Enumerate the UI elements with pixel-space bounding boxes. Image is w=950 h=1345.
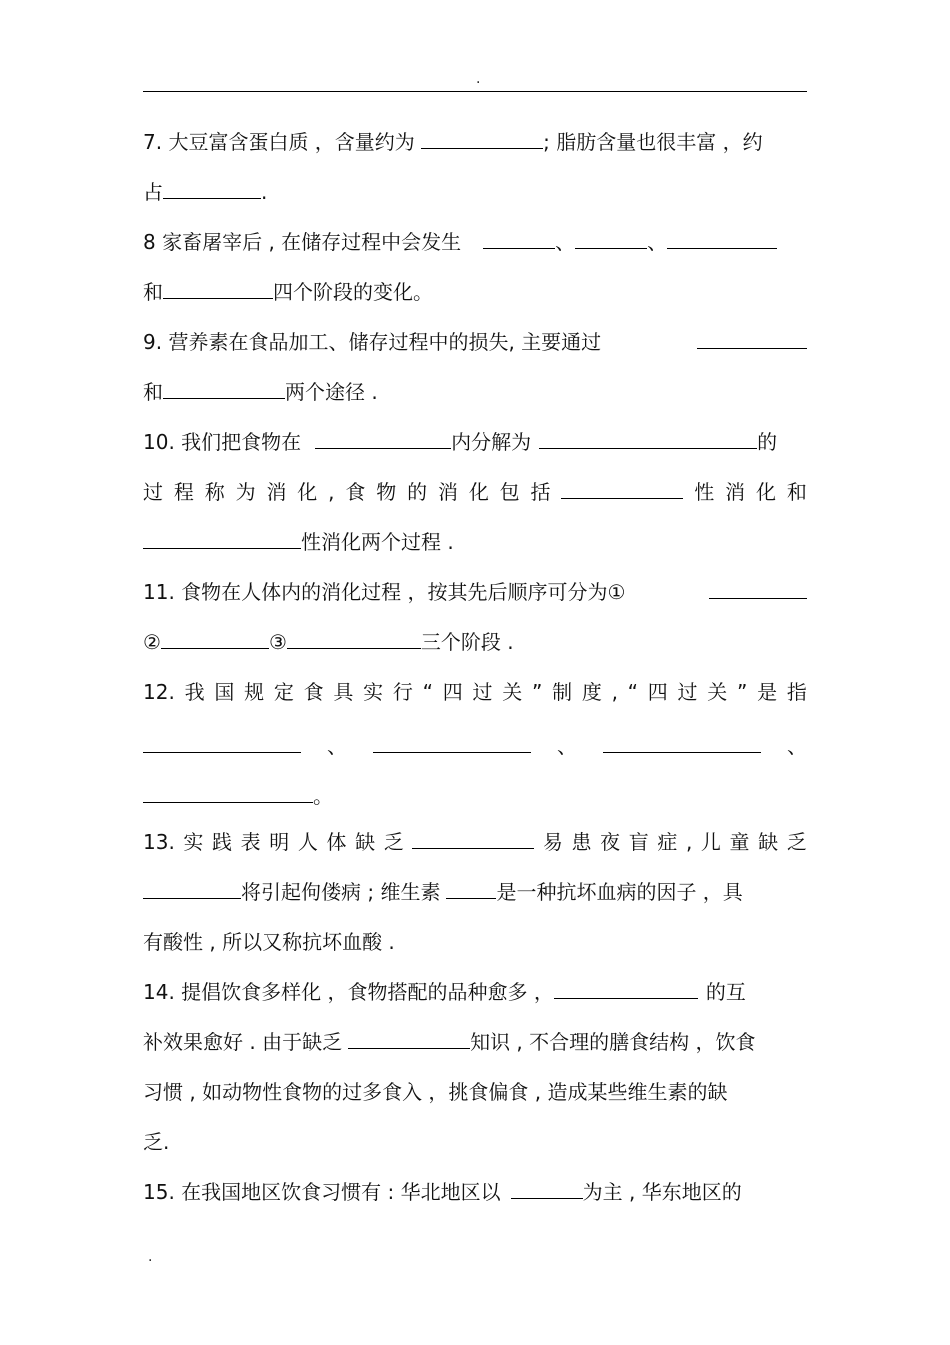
q12-char: 国 — [214, 680, 235, 704]
q13-char: 儿 — [700, 830, 721, 854]
q13-char: 乏 — [786, 830, 807, 854]
q7-line-2 — [143, 175, 807, 209]
q13-char: 13. — [143, 830, 175, 854]
q10-char: 化 — [468, 480, 489, 504]
q13-text-c: 将引起佝偻病 ; 维生素 — [241, 880, 441, 904]
q15-blank-1[interactable] — [511, 1176, 583, 1199]
q7-text-b: ; 脂肪含量也很丰富 ，约 — [543, 130, 763, 154]
q7-text-d: . — [261, 180, 268, 204]
q8-line-2 — [143, 275, 807, 309]
q11-blank-3[interactable] — [287, 626, 421, 649]
q10-text-b: 内分解为 — [451, 430, 532, 454]
q11-blank-1[interactable] — [709, 576, 807, 599]
q12-char: 指 — [786, 680, 807, 704]
q8-text-a: 8 家畜屠宰后 , 在储存过程中会发生 — [143, 230, 462, 254]
q12-char: 12. — [143, 680, 175, 704]
q12-char: 度 — [581, 680, 602, 704]
q12-char: 定 — [273, 680, 294, 704]
q13-char: 症 — [657, 830, 678, 854]
q12-line-1 — [143, 675, 807, 709]
q14-blank-2[interactable] — [348, 1026, 470, 1049]
q12-char: 是 — [757, 680, 778, 704]
q13-char: 盲 — [628, 830, 649, 854]
q12-sep-3: 、 — [787, 734, 807, 758]
q10-line-3 — [143, 525, 807, 559]
q12-char: 四 — [647, 680, 668, 704]
q13-line-3 — [143, 925, 807, 959]
q12-line-2 — [143, 729, 807, 763]
q14-line-4 — [143, 1125, 807, 1159]
q10-char: 消 — [437, 480, 458, 504]
q10-char: 称 — [204, 480, 225, 504]
q10-char: 消 — [725, 480, 746, 504]
q8-blank-2[interactable] — [575, 226, 647, 249]
q9-text-d: 两个途径 . — [285, 380, 378, 404]
q13-char: 表 — [240, 830, 261, 854]
q10-char: 括 — [530, 480, 551, 504]
q7-text-a: 7. 大豆富含蛋白质 ，含量约为 — [143, 130, 422, 154]
q12-char: 制 — [552, 680, 573, 704]
q7-line-1 — [143, 125, 807, 159]
q10-blank-1[interactable] — [315, 426, 451, 449]
q10-text-e: 的 — [757, 430, 778, 454]
q8-blank-4[interactable] — [163, 276, 273, 299]
q14-blank-1[interactable] — [554, 976, 698, 999]
q13-line-2 — [143, 875, 807, 909]
q13-char: 易 — [542, 830, 563, 854]
q9-line-1 — [143, 325, 807, 359]
q14-text-c: 补效果愈好 . 由于缺乏 — [143, 1030, 343, 1054]
q13-char: 实 — [183, 830, 204, 854]
q8-text-d: 四个阶段的变化。 — [273, 280, 433, 304]
q11-marker-3: ③ — [268, 630, 287, 654]
q13-blank-2[interactable] — [143, 876, 241, 899]
q13-line-1 — [143, 825, 807, 859]
q15-text-a: 15. 在我国地区饮食习惯有 : 华北地区以 — [143, 1180, 501, 1204]
q8-sep-2: 、 — [647, 230, 668, 254]
q10-char: 性 — [694, 480, 715, 504]
q12-char: ” — [737, 680, 748, 704]
q10-text-a: 10. 我们把食物在 — [143, 430, 302, 454]
q13-char: 乏 — [383, 830, 404, 854]
q8-text-c: 和 — [143, 280, 163, 304]
footer-dot: . — [148, 1249, 153, 1265]
q13-char: 人 — [297, 830, 318, 854]
q13-blank-1[interactable] — [412, 826, 534, 849]
q13-char: 缺 — [758, 830, 779, 854]
q8-line-1 — [143, 225, 807, 259]
q13-char: 明 — [269, 830, 290, 854]
q15-line-1 — [143, 1175, 807, 1209]
q14-text-f: 乏. — [143, 1130, 170, 1154]
q11-text-d: 三个阶段 . — [420, 630, 514, 654]
q13-char: 缺 — [355, 830, 376, 854]
q12-blank-4[interactable] — [143, 780, 313, 803]
q10-char: 消 — [266, 480, 287, 504]
q14-text-b: 的互 — [705, 980, 746, 1004]
q12-char: , — [611, 680, 618, 704]
q12-blank-1[interactable] — [143, 730, 301, 753]
q10-char: 为 — [235, 480, 256, 504]
q9-text-a: 9. 营养素在食品加工、储存过程中的损失, 主要通过 — [143, 330, 602, 354]
q8-blank-3[interactable] — [667, 226, 777, 249]
q10-char: 物 — [376, 480, 397, 504]
q10-line-1 — [143, 425, 807, 459]
q12-char: 实 — [363, 680, 384, 704]
q9-line-2 — [143, 375, 807, 409]
q12-char: “ — [627, 680, 639, 704]
q12-blank-3[interactable] — [603, 730, 761, 753]
q9-blank-2[interactable] — [163, 376, 285, 399]
q10-char: 化 — [297, 480, 318, 504]
q12-char: 行 — [392, 680, 413, 704]
q9-blank-1[interactable] — [697, 326, 807, 349]
q10-char: 食 — [345, 480, 366, 504]
q13-char: 童 — [729, 830, 750, 854]
q14-text-e: 习惯 , 如动物性食物的过多食入 ，挑食偏食 , 造成某些维生素的缺 — [143, 1080, 728, 1104]
q13-text-e: 有酸性 , 所以又称抗坏血酸 . — [143, 930, 395, 954]
q14-line-1 — [143, 975, 807, 1009]
q12-blank-2[interactable] — [373, 730, 531, 753]
header-rule — [143, 91, 807, 92]
q14-text-d: 知识 , 不合理的膳食结构 ，饮食 — [470, 1030, 756, 1054]
q10-char: 化 — [755, 480, 776, 504]
q13-char: 体 — [326, 830, 347, 854]
q12-char: 关 — [707, 680, 728, 704]
q11-marker-2: ② — [143, 630, 161, 654]
q12-sep-2: 、 — [557, 734, 577, 758]
q12-char: 四 — [442, 680, 463, 704]
header-dot: . — [476, 71, 481, 87]
q12-char: ” — [531, 680, 543, 704]
q12-char: “ — [422, 680, 433, 704]
q10-char: 和 — [786, 480, 807, 504]
q10-char: 程 — [173, 480, 194, 504]
q14-text-a: 14. 提倡饮食多样化 ，食物搭配的品种愈多 ， — [143, 980, 554, 1004]
q7-blank-2[interactable] — [163, 176, 261, 199]
q10-char: 过 — [143, 480, 163, 504]
q10-blank-3[interactable] — [561, 476, 683, 499]
q11-line-1 — [143, 575, 807, 609]
q7-blank-1[interactable] — [421, 126, 543, 149]
q13-text-d: 是一种抗坏血病的因子 ，具 — [496, 880, 743, 904]
q11-blank-2[interactable] — [161, 626, 269, 649]
q13-char: , — [685, 830, 693, 854]
q12-char: 规 — [244, 680, 265, 704]
q14-line-2 — [143, 1025, 807, 1059]
q12-char: 过 — [472, 680, 493, 704]
q12-line-3 — [143, 779, 807, 813]
q12-char: 我 — [184, 680, 205, 704]
q11-line-2 — [143, 625, 807, 659]
q10-blank-2[interactable] — [539, 426, 757, 449]
q12-text-end: 。 — [313, 784, 333, 808]
q13-char: 患 — [571, 830, 592, 854]
q8-blank-1[interactable] — [483, 226, 555, 249]
q8-sep-1: 、 — [555, 230, 576, 254]
q13-blank-3[interactable] — [446, 876, 496, 899]
q10-char: , — [328, 480, 335, 504]
q11-text-a: 11. 食物在人体内的消化过程 ，按其先后顺序可分为① — [143, 580, 626, 604]
q12-char: 食 — [303, 680, 324, 704]
q12-sep-1: 、 — [327, 734, 347, 758]
q13-char: 夜 — [600, 830, 621, 854]
q13-char: 践 — [212, 830, 233, 854]
q10-char: 的 — [407, 480, 428, 504]
q9-text-c: 和 — [143, 380, 163, 404]
q14-line-3 — [143, 1075, 807, 1109]
q10-char: 包 — [499, 480, 520, 504]
q12-char: 关 — [502, 680, 523, 704]
q12-char: 具 — [333, 680, 354, 704]
q7-text-c: 占 — [143, 180, 163, 204]
q10-blank-4[interactable] — [143, 526, 301, 549]
q15-text-b: 为主 , 华东地区的 — [582, 1180, 742, 1204]
q12-char: 过 — [677, 680, 698, 704]
q10-text-g: 性消化两个过程 . — [301, 530, 454, 554]
q10-line-2 — [143, 475, 807, 509]
